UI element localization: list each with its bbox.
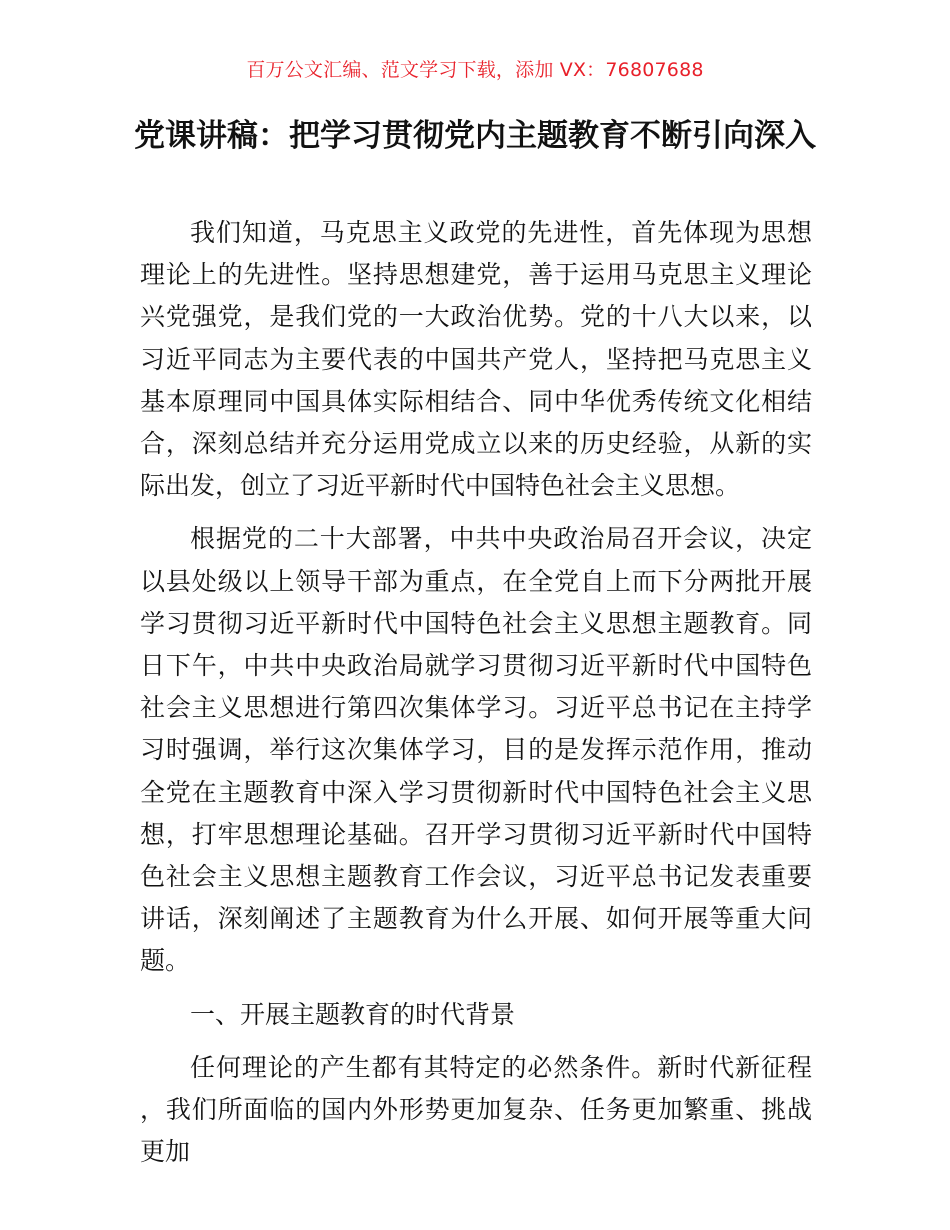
paragraph-3: 任何理论的产生都有其特定的必然条件。新时代新征程，我们所面临的国内外形势更加复杂、任务更加繁重、挑战更加 (140, 1052, 812, 1167)
document-title: 党课讲稿：把学习贯彻党内主题教育不断引向深入 (134, 118, 816, 154)
paragraph-1: 我们知道，马克思主义政党的先进性，首先体现为思想理论上的先进性。坚持思想建党，善于运用马克思主义理论兴党强党，是我们党的一大政治优势。党的十八大以来，以习近平同志为主要代表的中国共产党人，坚持把马克思主义基本原理同中国具体实际相结合、同中华优秀传统文化相结合，深刻总结并充分运用党成立以来的历史经验，从新的实际出发，创立了习近平新时代中国特色社会主义思想。 (140, 218, 812, 501)
document-body (140, 212, 812, 1184)
watermark-header: 百万公文汇编、范文学习下载，添加 VX：76807688 (246, 59, 704, 81)
paragraph-2: 根据党的二十大部署，中共中央政治局召开会议，决定以县处级以上领导干部为重点，在全党自上而下分两批开展学习贯彻习近平新时代中国特色社会主义思想主题教育。同日下午，中共中央政治局就学习贯彻习近平新时代中国特色社会主义思想进行第四次集体学习。习近平总书记在主持学习时强调，举行这次集体学习，目的是发挥示范作用，推动全党在主题教育中深入学习贯彻新时代中国特色社会主义思想，打牢思想理论基础。召开学习贯彻习近平新时代中国特色社会主义思想主题教育工作会议，习近平总书记发表重要讲话，深刻阐述了主题教育为什么开展、如何开展等重大问题。 (140, 524, 812, 976)
section-heading: 一、开展主题教育的时代背景 (190, 999, 516, 1029)
